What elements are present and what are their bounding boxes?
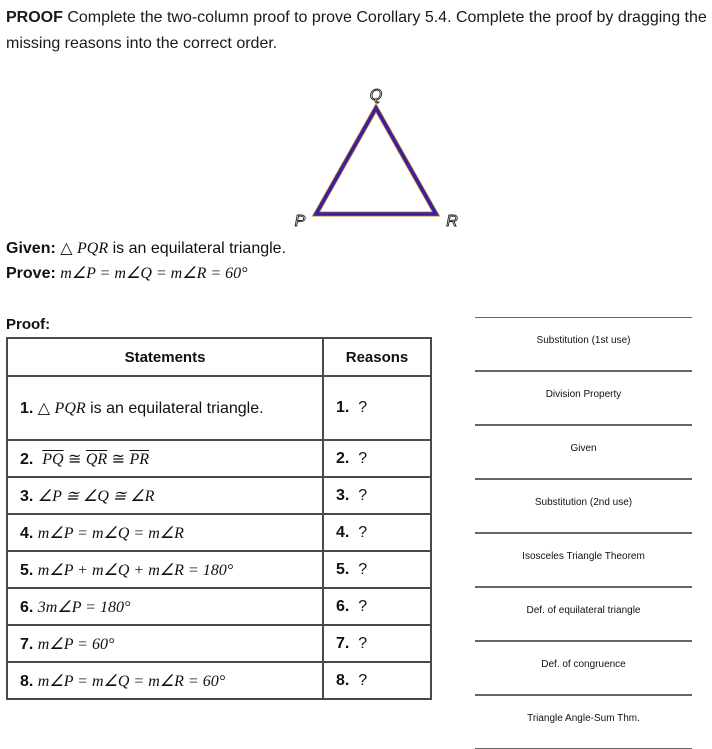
reason-label: Triangle Angle-Sum Thm. xyxy=(527,713,640,724)
reason-placeholder: ? xyxy=(358,560,368,578)
reason-label: Substitution (2nd use) xyxy=(534,497,633,508)
divider xyxy=(475,371,692,372)
step-number: 1. xyxy=(20,400,34,417)
reason-label: Substitution (1st use) xyxy=(536,335,631,346)
reason-label: Division Property xyxy=(545,389,622,400)
reason-number: 5. xyxy=(336,560,350,578)
vertex-label-p: P xyxy=(294,213,306,230)
reason-label: Isosceles Triangle Theorem xyxy=(522,551,645,562)
segment-pr: $\overline{PR}$ xyxy=(129,450,150,468)
triangle-pqr xyxy=(316,108,436,214)
prove-line xyxy=(6,263,248,283)
draggable-reason[interactable] xyxy=(475,317,692,371)
proof-row xyxy=(7,662,431,699)
reason-number: 6. xyxy=(336,597,350,615)
statement-math: PQR xyxy=(54,400,86,417)
divider xyxy=(475,587,692,588)
reason-placeholder: ? xyxy=(358,671,368,689)
reason-placeholder: ? xyxy=(358,634,368,652)
prove-label: Prove: xyxy=(6,265,56,282)
divider xyxy=(475,533,692,534)
statement-cell xyxy=(7,551,323,588)
reason-number: 7. xyxy=(336,634,350,652)
statement-text: is an equilateral triangle. xyxy=(85,400,264,417)
reason-drop-slot[interactable] xyxy=(323,625,431,662)
segment-pq: $\overline{PQ}$ xyxy=(42,450,64,468)
reason-number: 3. xyxy=(336,486,350,504)
divider xyxy=(475,479,692,480)
congruent-symbol: ≅ xyxy=(68,450,82,468)
statement-cell xyxy=(7,440,323,477)
statement-cell xyxy=(7,477,323,514)
reason-drop-slot[interactable] xyxy=(323,551,431,588)
triangle-symbol: △ xyxy=(60,240,73,257)
reason-placeholder: ? xyxy=(358,486,368,504)
proof-row xyxy=(7,551,431,588)
given-label: Given: xyxy=(6,240,56,257)
statements-header: Statements xyxy=(7,338,323,376)
draggable-reason[interactable] xyxy=(475,533,692,587)
proof-row xyxy=(7,477,431,514)
reason-number: 1. xyxy=(336,399,350,416)
reason-bank xyxy=(475,317,692,749)
statement-cell xyxy=(7,588,323,625)
given-triangle-name: PQR xyxy=(77,240,109,257)
statement-math: 3m∠P = 180° xyxy=(37,598,131,616)
statement-math: m∠P = m∠Q = m∠R xyxy=(37,524,184,542)
reason-label: Def. of equilateral triangle xyxy=(526,605,641,616)
proof-row xyxy=(7,440,431,477)
draggable-reason[interactable] xyxy=(475,587,692,641)
divider xyxy=(475,425,692,426)
draggable-reason[interactable] xyxy=(475,479,692,533)
statement-cell xyxy=(7,514,323,551)
draggable-reason[interactable] xyxy=(475,425,692,479)
congruent-symbol: ≅ xyxy=(111,450,126,468)
proof-row xyxy=(7,588,431,625)
step-number: 2. xyxy=(20,450,34,468)
statement-cell xyxy=(7,662,323,699)
reason-drop-slot[interactable] xyxy=(323,477,431,514)
statement-math: m∠P = m∠Q = m∠R = 60° xyxy=(37,672,226,690)
proof-row xyxy=(7,376,431,440)
triangle-symbol: △ xyxy=(37,400,55,417)
statement-cell xyxy=(7,625,323,662)
divider xyxy=(475,641,692,642)
triangle-outline xyxy=(316,108,436,214)
proof-row xyxy=(7,514,431,551)
segment-qr: $\overline{QR}$ xyxy=(85,450,108,468)
reason-placeholder: ? xyxy=(358,449,368,467)
statement-math: ∠P ≅ ∠Q ≅ ∠R xyxy=(37,487,155,505)
proof-row xyxy=(7,625,431,662)
given-text: is an equilateral triangle. xyxy=(108,240,287,257)
divider xyxy=(475,695,692,696)
reason-placeholder: ? xyxy=(358,399,368,416)
draggable-reason[interactable] xyxy=(475,371,692,425)
prove-expression: m∠P = m∠Q = m∠R = 60° xyxy=(60,265,248,282)
reason-drop-slot[interactable] xyxy=(323,588,431,625)
draggable-reason[interactable] xyxy=(475,641,692,695)
reasons-header: Reasons xyxy=(323,338,431,376)
reason-placeholder: ? xyxy=(358,523,368,541)
vertex-label-r: R xyxy=(446,213,458,230)
proof-table xyxy=(6,337,432,700)
divider xyxy=(475,317,692,318)
step-number: 3. xyxy=(20,487,34,505)
reason-placeholder: ? xyxy=(358,597,368,615)
statement-cell xyxy=(7,376,323,440)
statement-math: m∠P + m∠Q + m∠R = 180° xyxy=(37,561,234,579)
triangle-figure xyxy=(280,80,480,230)
instructions xyxy=(6,5,711,57)
instructions-text: Complete the two-column proof to prove Corollary 5.4. Complete the proof by dragging the missing reasons into the correct order. xyxy=(6,9,707,52)
vertex-label-q: Q xyxy=(369,87,383,104)
step-number: 4. xyxy=(20,524,34,542)
reason-drop-slot[interactable] xyxy=(323,514,431,551)
reason-drop-slot[interactable] xyxy=(323,662,431,699)
step-number: 8. xyxy=(20,672,34,690)
reason-number: 4. xyxy=(336,523,350,541)
step-number: 5. xyxy=(20,561,34,579)
step-number: 6. xyxy=(20,598,34,616)
proof-lead: PROOF xyxy=(6,9,63,26)
given-line xyxy=(6,238,286,258)
reason-drop-slot[interactable] xyxy=(323,376,431,440)
draggable-reason[interactable] xyxy=(475,695,692,749)
reason-number: 8. xyxy=(336,671,350,689)
reason-drop-slot[interactable] xyxy=(323,440,431,477)
step-number: 7. xyxy=(20,635,34,653)
proof-header-row xyxy=(7,338,431,376)
reason-label: Given xyxy=(570,443,597,454)
statement-math: m∠P = 60° xyxy=(37,635,115,653)
proof-label: Proof: xyxy=(6,316,51,333)
reason-number: 2. xyxy=(336,449,350,467)
reason-label: Def. of congruence xyxy=(541,659,626,670)
